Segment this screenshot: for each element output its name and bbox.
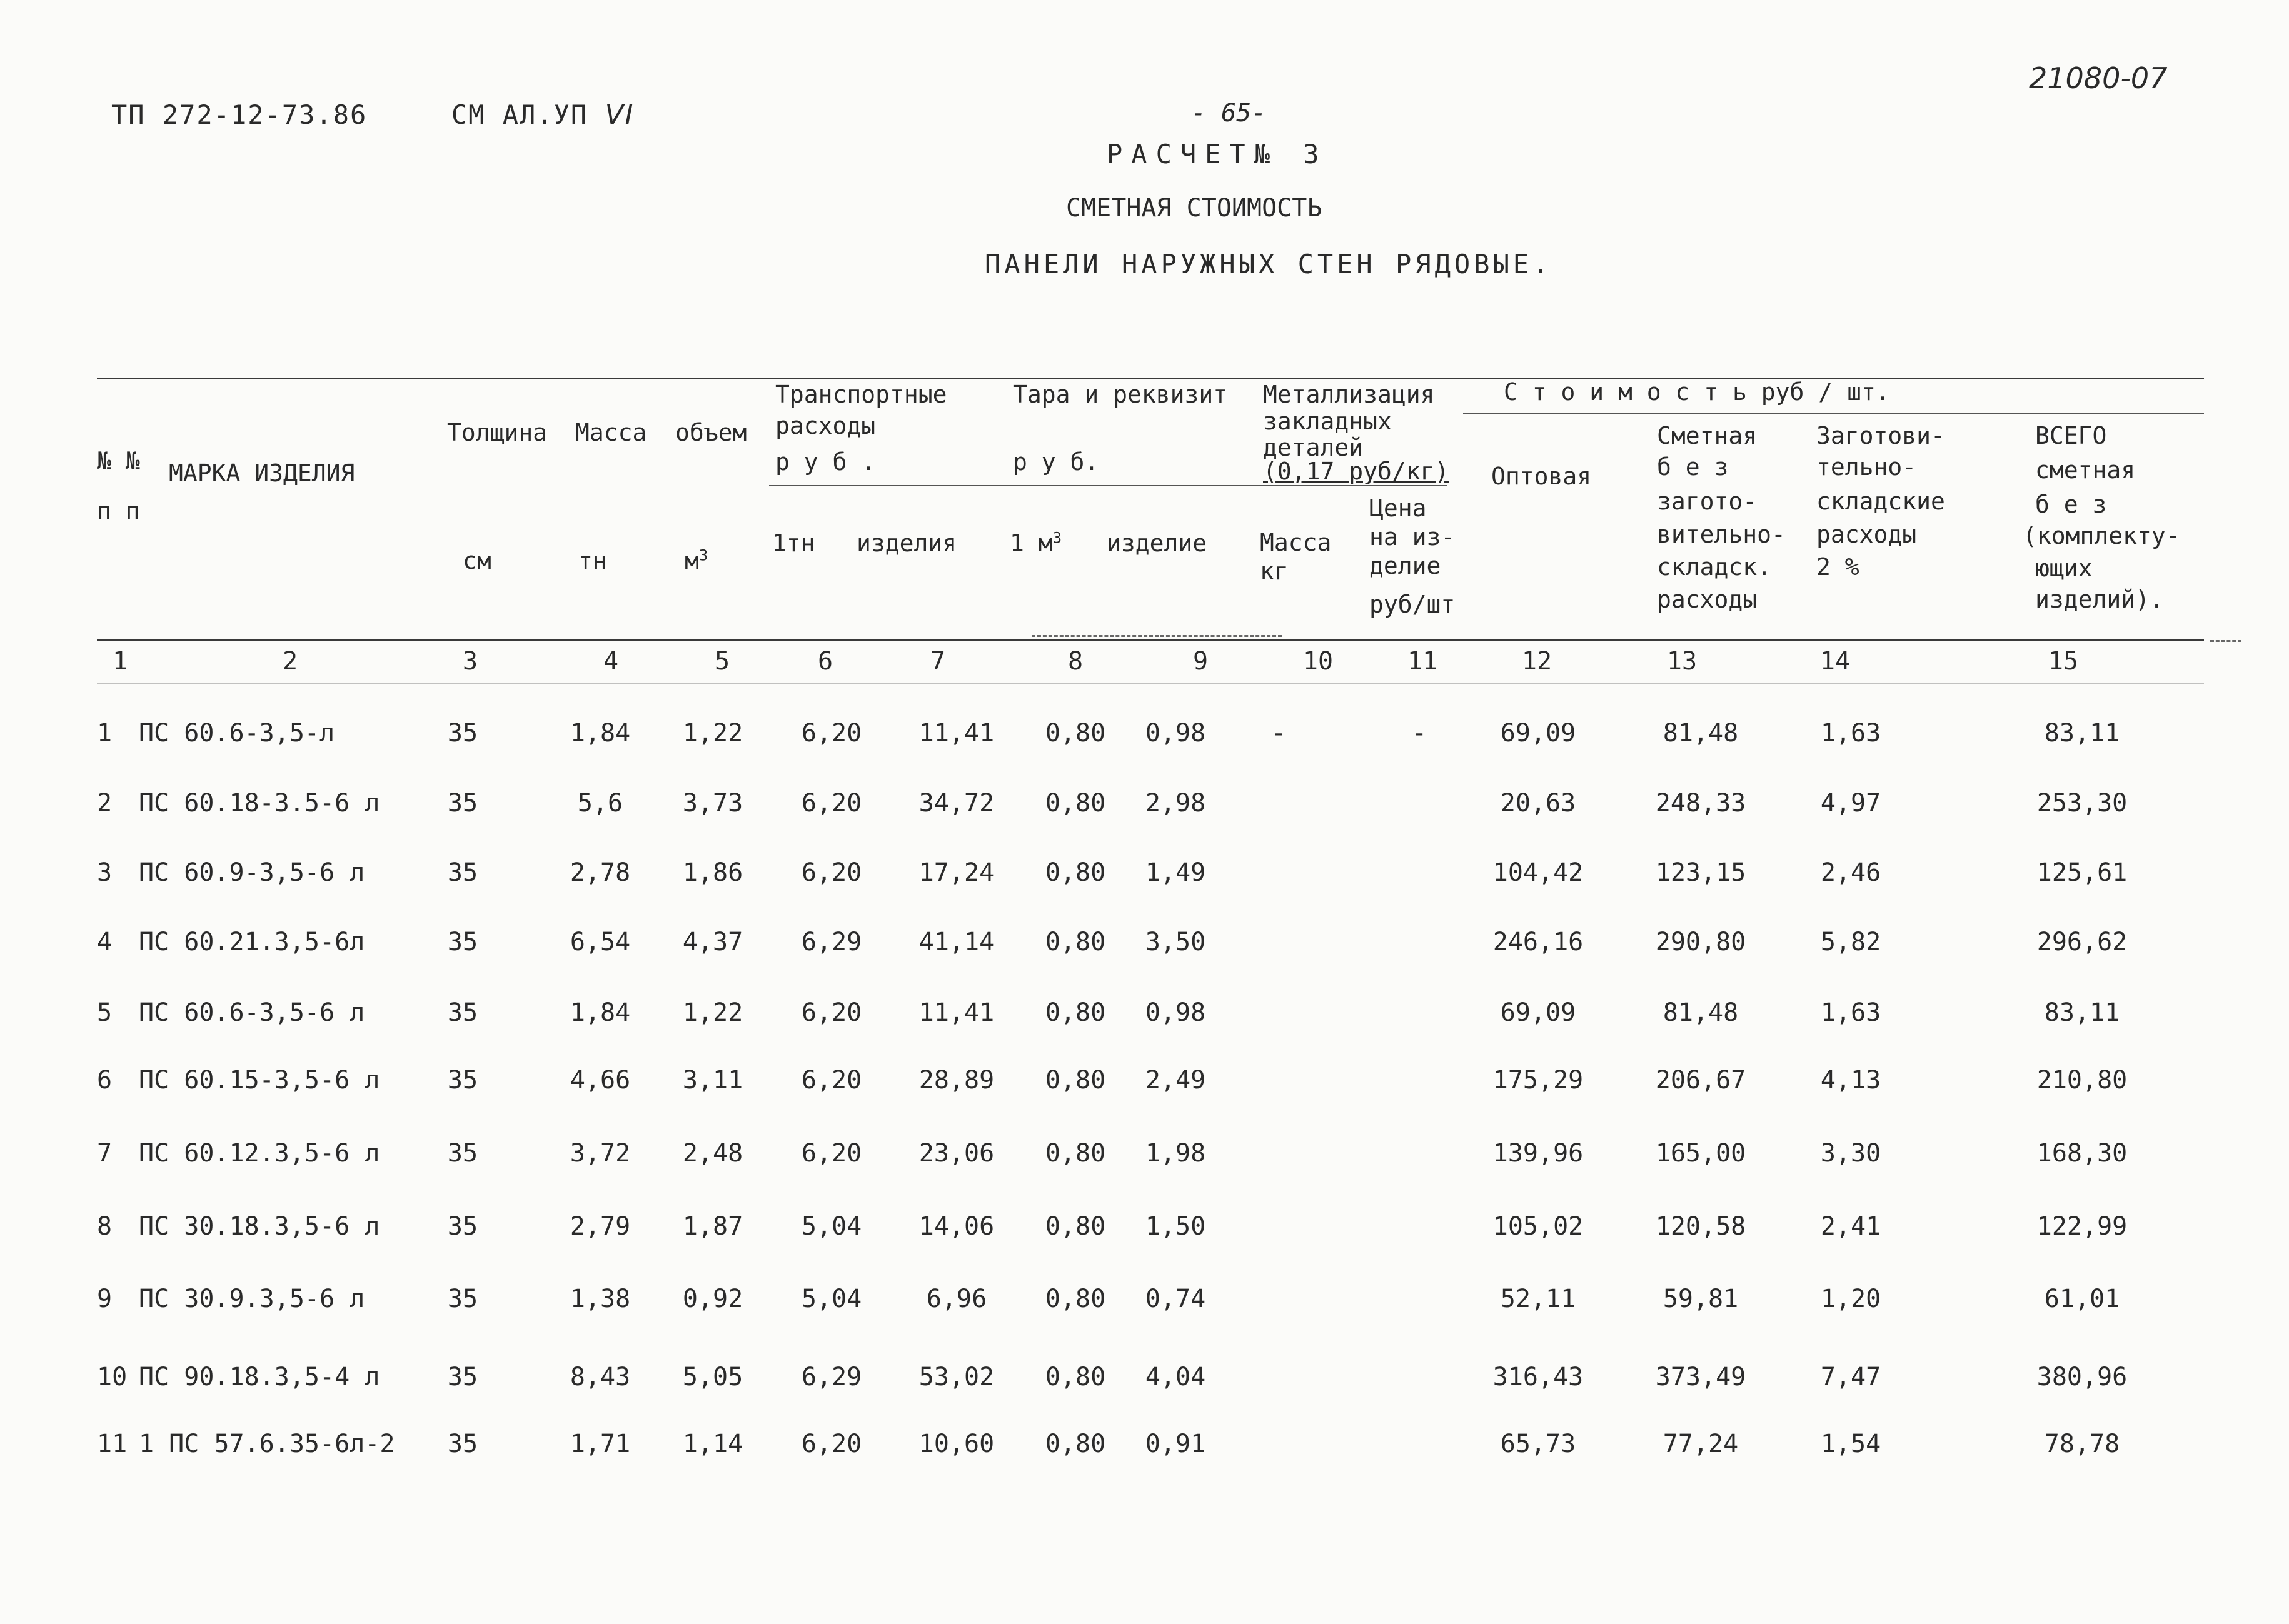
cell-mark: ПС 60.9-3,5-6 л [139,858,365,887]
cell-c9: 2,98 [1145,789,1206,818]
colnum-13: 13 [1666,647,1698,676]
cell-c14: 2,46 [1820,858,1881,887]
cell-c15: 380,96 [2036,1363,2128,1391]
cell-c6: 6,20 [801,858,862,887]
cell-c4: 6,54 [570,928,631,956]
cell-c11: - [1411,719,1427,748]
cell-c15: 168,30 [2036,1139,2128,1168]
cell-c7: 34,72 [918,789,995,818]
cell-c14: 1,54 [1820,1430,1881,1458]
colnum-10: 10 [1302,647,1334,676]
cell-c13: 77,24 [1663,1430,1739,1458]
hdr-cost-total-4: (комплекту- [2023,522,2180,549]
cell-c12: 69,09 [1500,719,1576,748]
hdr-metal-2: закладных [1263,408,1392,435]
cell-c3: 35 [447,858,478,887]
cell-c13: 81,48 [1663,998,1739,1027]
cell-c8: 0,80 [1045,1363,1106,1391]
subheader-rule [769,485,1447,486]
cell-c6: 6,29 [801,1363,862,1391]
cell-c14: 4,13 [1820,1066,1881,1095]
hdr-cost-est-2: б е з [1657,453,1729,481]
cell-c12: 246,16 [1492,928,1584,956]
hdr-tara-per-item: изделие [1107,529,1207,557]
colnum-8: 8 [1067,647,1084,676]
cell-c3: 35 [447,928,478,956]
hdr-metal-mass-1: Масса [1260,529,1332,556]
hdr-cost-est-1: Сметная [1657,422,1758,449]
cell-c14: 7,47 [1820,1363,1881,1391]
cell-c8: 0,80 [1045,789,1106,818]
hdr-thickness-unit: см [463,547,491,574]
cell-c8: 0,80 [1045,998,1106,1027]
cell-c12: 20,63 [1500,789,1576,818]
hdr-mark: МАРКА ИЗДЕЛИЯ [169,459,355,487]
colnum-7: 7 [930,647,946,676]
hdr-metal-price-3: делие [1369,552,1441,579]
cell-c13: 373,49 [1655,1363,1746,1391]
cell-c14: 1,20 [1820,1285,1881,1313]
colnum-11: 11 [1407,647,1438,676]
cell-mark: ПС 60.12.3,5-6 л [139,1139,380,1168]
cell-c4: 8,43 [570,1363,631,1391]
cell-c7: 23,06 [918,1139,995,1168]
cell-c7: 41,14 [918,928,995,956]
hdr-cost-proc-2: тельно- [1816,453,1917,481]
cell-c15: 296,62 [2036,928,2128,956]
cell-c15: 122,99 [2036,1212,2128,1241]
cell-c6: 6,20 [801,998,862,1027]
cell-c3: 35 [447,1139,478,1168]
hdr-cost-est-3: загото- [1657,488,1758,515]
cell-c9: 0,74 [1145,1285,1206,1313]
hdr-cost-group: С т о и м о с т ь руб / шт. [1504,378,1890,406]
cell-c9: 3,50 [1145,928,1206,956]
hdr-transport-per-item: изделия [857,529,957,557]
cell-c7: 11,41 [918,998,995,1027]
doc-album-mark: VI [605,99,635,131]
cell-c4: 1,71 [570,1430,631,1458]
cell-c8: 0,80 [1045,1066,1106,1095]
hdr-transport-1: Транспортные [775,381,947,408]
cell-c13: 165,00 [1655,1139,1746,1168]
cell-c9: 2,49 [1145,1066,1206,1095]
doc-code-text: ТП 272-12-73.86 [111,99,368,130]
cell-c4: 2,78 [570,858,631,887]
hdr-metal-mass-2: кг [1260,558,1289,585]
cell-c6: 6,20 [801,1139,862,1168]
cell-c7: 10,60 [918,1430,995,1458]
dashed-rule-a [1032,635,1282,637]
hdr-cost-proc-4: расходы [1816,521,1917,548]
hdr-metal-1: Металлизация [1263,381,1435,408]
cell-c6: 6,20 [801,789,862,818]
colnum-12: 12 [1521,647,1552,676]
cell-c5: 1,22 [682,998,743,1027]
hdr-cost-total-5: ющих [2035,554,2093,582]
hdr-cost-total-1: ВСЕГО [2035,422,2107,449]
cell-c12: 139,96 [1492,1139,1584,1168]
cell-c15: 61,01 [2044,1285,2120,1313]
cell-c7: 14,06 [918,1212,995,1241]
cell-c3: 35 [447,1066,478,1095]
cell-c7: 28,89 [918,1066,995,1095]
cell-c3: 35 [447,1285,478,1313]
hdr-cost-proc-1: Заготови- [1816,422,1945,449]
hdr-transport-3: р у б . [775,448,876,476]
hdr-cost-total-6: изделий). [2035,586,2164,613]
dashed-rule-b [2210,640,2241,642]
hdr-cost-proc-5: 2 % [1816,553,1859,581]
cell-c8: 0,80 [1045,1430,1106,1458]
hdr-volume: объем [675,419,747,446]
cell-c8: 0,80 [1045,858,1106,887]
cell-c13: 59,81 [1663,1285,1739,1313]
cell-c7: 11,41 [918,719,995,748]
hdr-tara-per-m3: 1 $м^3$ [1010,529,1062,557]
cell-c3: 35 [447,789,478,818]
cell-c15: 253,30 [2036,789,2128,818]
cell-n: 7 [97,1139,113,1168]
hdr-no-2: п п [97,497,140,524]
cell-c15: 78,78 [2044,1430,2120,1458]
cell-c4: 2,79 [570,1212,631,1241]
cell-n: 8 [97,1212,113,1241]
cell-c13: 206,67 [1655,1066,1746,1095]
cell-c12: 104,42 [1492,858,1584,887]
cell-n: 5 [97,998,113,1027]
cell-c13: 290,80 [1655,928,1746,956]
colnum-3: 3 [462,647,478,676]
calc-title: РАСЧЕТ№ 3 [1107,139,1328,169]
hdr-transport-2: расходы [775,412,876,439]
cell-c9: 4,04 [1145,1363,1206,1391]
cell-c8: 0,80 [1045,1285,1106,1313]
cell-c9: 0,91 [1145,1430,1206,1458]
document-code [111,99,635,131]
cell-n: 10 [97,1363,128,1391]
hdr-metal-price-1: Цена [1369,494,1427,522]
cell-mark: ПС 60.6-3,5-6 л [139,998,365,1027]
cell-c14: 5,82 [1820,928,1881,956]
archive-number: 21080-07 [2029,61,2168,95]
cell-mark: ПС 30.18.3,5-6 л [139,1212,380,1241]
cell-c5: 1,14 [682,1430,743,1458]
cell-c15: 125,61 [2036,858,2128,887]
cell-c4: 1,38 [570,1285,631,1313]
cell-c6: 6,20 [801,1430,862,1458]
hdr-cost-wholesale: Оптовая [1491,463,1592,490]
cell-c3: 35 [447,1430,478,1458]
hdr-cost-est-6: расходы [1657,586,1758,613]
hdr-cost-proc-3: складские [1816,488,1945,515]
cell-c13: 81,48 [1663,719,1739,748]
hdr-cost-total-3: б е з [2035,491,2107,518]
cell-c14: 1,63 [1820,998,1881,1027]
hdr-volume-unit: $м^3$ [685,546,708,574]
cell-c6: 6,20 [801,1066,862,1095]
cell-n: 9 [97,1285,113,1313]
cell-c5: 1,87 [682,1212,743,1241]
cell-c12: 52,11 [1500,1285,1576,1313]
cell-c5: 1,86 [682,858,743,887]
cell-c6: 5,04 [801,1212,862,1241]
cell-c14: 4,97 [1820,789,1881,818]
page-number: - 65- [1191,99,1267,128]
hdr-metal-price-2: на из- [1369,523,1456,551]
cell-c12: 69,09 [1500,998,1576,1027]
cell-c7: 17,24 [918,858,995,887]
cell-c9: 0,98 [1145,719,1206,748]
colnum-15: 15 [2048,647,2079,676]
cell-c15: 83,11 [2044,998,2120,1027]
hdr-tara-2: р у б. [1013,448,1099,476]
cell-c4: 1,84 [570,998,631,1027]
cell-c6: 6,20 [801,719,862,748]
cell-c13: 120,58 [1655,1212,1746,1241]
subtitle-panels: ПАНЕЛИ НАРУЖНЫХ СТЕН РЯДОВЫЕ. [985,249,1552,279]
cell-c5: 1,22 [682,719,743,748]
cell-c8: 0,80 [1045,719,1106,748]
cell-n: 2 [97,789,113,818]
hdr-thickness: Толщина [447,419,548,446]
cell-c8: 0,80 [1045,1212,1106,1241]
cell-c9: 1,49 [1145,858,1206,887]
cell-c4: 5,6 [577,789,623,818]
colnum-14: 14 [1819,647,1851,676]
cell-c13: 248,33 [1655,789,1746,818]
cell-c14: 3,30 [1820,1139,1881,1168]
colnum-2: 2 [282,647,298,676]
cell-c7: 6,96 [926,1285,987,1313]
cell-c9: 0,98 [1145,998,1206,1027]
cell-c3: 35 [447,719,478,748]
cell-mark: ПС 30.9.3,5-6 л [139,1285,365,1313]
cell-c8: 0,80 [1045,1139,1106,1168]
cell-mark: ПС 60.18-3.5-6 л [139,789,380,818]
cell-c12: 175,29 [1492,1066,1584,1095]
cell-mark: ПС 60.21.3,5-6л [139,928,365,956]
colnum-6: 6 [817,647,833,676]
cell-c3: 35 [447,1363,478,1391]
column-number-rule [97,683,2204,684]
hdr-cost-est-4: вительно- [1657,521,1786,548]
hdr-mass-unit: тн [578,547,607,574]
subtitle-estimated-cost: СМЕТНАЯ СТОИМОСТЬ [1066,194,1322,223]
cell-c3: 35 [447,998,478,1027]
hdr-metal-price-4: руб/шт [1369,591,1456,618]
hdr-metal-4: (0,17 руб/кг) [1263,458,1449,485]
cell-c7: 53,02 [918,1363,995,1391]
cell-c4: 1,84 [570,719,631,748]
cell-mark: 1 ПС 57.6.35-6л-2 [139,1430,395,1458]
cell-n: 6 [97,1066,113,1095]
cell-mark: ПС 90.18.3,5-4 л [139,1363,380,1391]
cell-c12: 105,02 [1492,1212,1584,1241]
cell-c8: 0,80 [1045,928,1106,956]
colnum-1: 1 [112,647,128,676]
doc-album-text: СМ АЛ.УП [451,99,588,130]
cell-c9: 1,50 [1145,1212,1206,1241]
cell-c9: 1,98 [1145,1139,1206,1168]
cell-c14: 2,41 [1820,1212,1881,1241]
cell-c15: 210,80 [2036,1066,2128,1095]
cell-c12: 65,73 [1500,1430,1576,1458]
cell-c6: 5,04 [801,1285,862,1313]
hdr-cost-total-2: сметная [2035,456,2136,484]
cell-n: 3 [97,858,113,887]
hdr-metal-3: деталей [1263,434,1364,461]
hdr-no-1: № № [97,447,140,474]
cell-c5: 3,73 [682,789,743,818]
cell-c10: - [1270,719,1287,748]
hdr-mass: Масса [575,419,647,446]
hdr-transport-per-ton: 1тн [772,529,815,557]
cell-c4: 3,72 [570,1139,631,1168]
cell-n: 11 [97,1430,128,1458]
cell-n: 1 [97,719,113,748]
cell-mark: ПС 60.15-3,5-6 л [139,1066,380,1095]
cell-c5: 4,37 [682,928,743,956]
cell-mark: ПС 60.6-3,5-л [139,719,335,748]
hdr-cost-est-5: складск. [1657,553,1772,581]
cell-c12: 316,43 [1492,1363,1584,1391]
colnum-4: 4 [603,647,619,676]
header-bottom-rule [97,639,2204,641]
cell-n: 4 [97,928,113,956]
cell-c13: 123,15 [1655,858,1746,887]
hdr-tara-1: Тара и реквизит [1013,381,1228,408]
colnum-9: 9 [1192,647,1209,676]
cell-c5: 2,48 [682,1139,743,1168]
cell-c3: 35 [447,1212,478,1241]
cell-c5: 5,05 [682,1363,743,1391]
cell-c6: 6,29 [801,928,862,956]
cost-group-rule [1463,413,2204,414]
cell-c15: 83,11 [2044,719,2120,748]
colnum-5: 5 [714,647,730,676]
cell-c14: 1,63 [1820,719,1881,748]
cell-c4: 4,66 [570,1066,631,1095]
cell-c5: 3,11 [682,1066,743,1095]
cell-c5: 0,92 [682,1285,743,1313]
